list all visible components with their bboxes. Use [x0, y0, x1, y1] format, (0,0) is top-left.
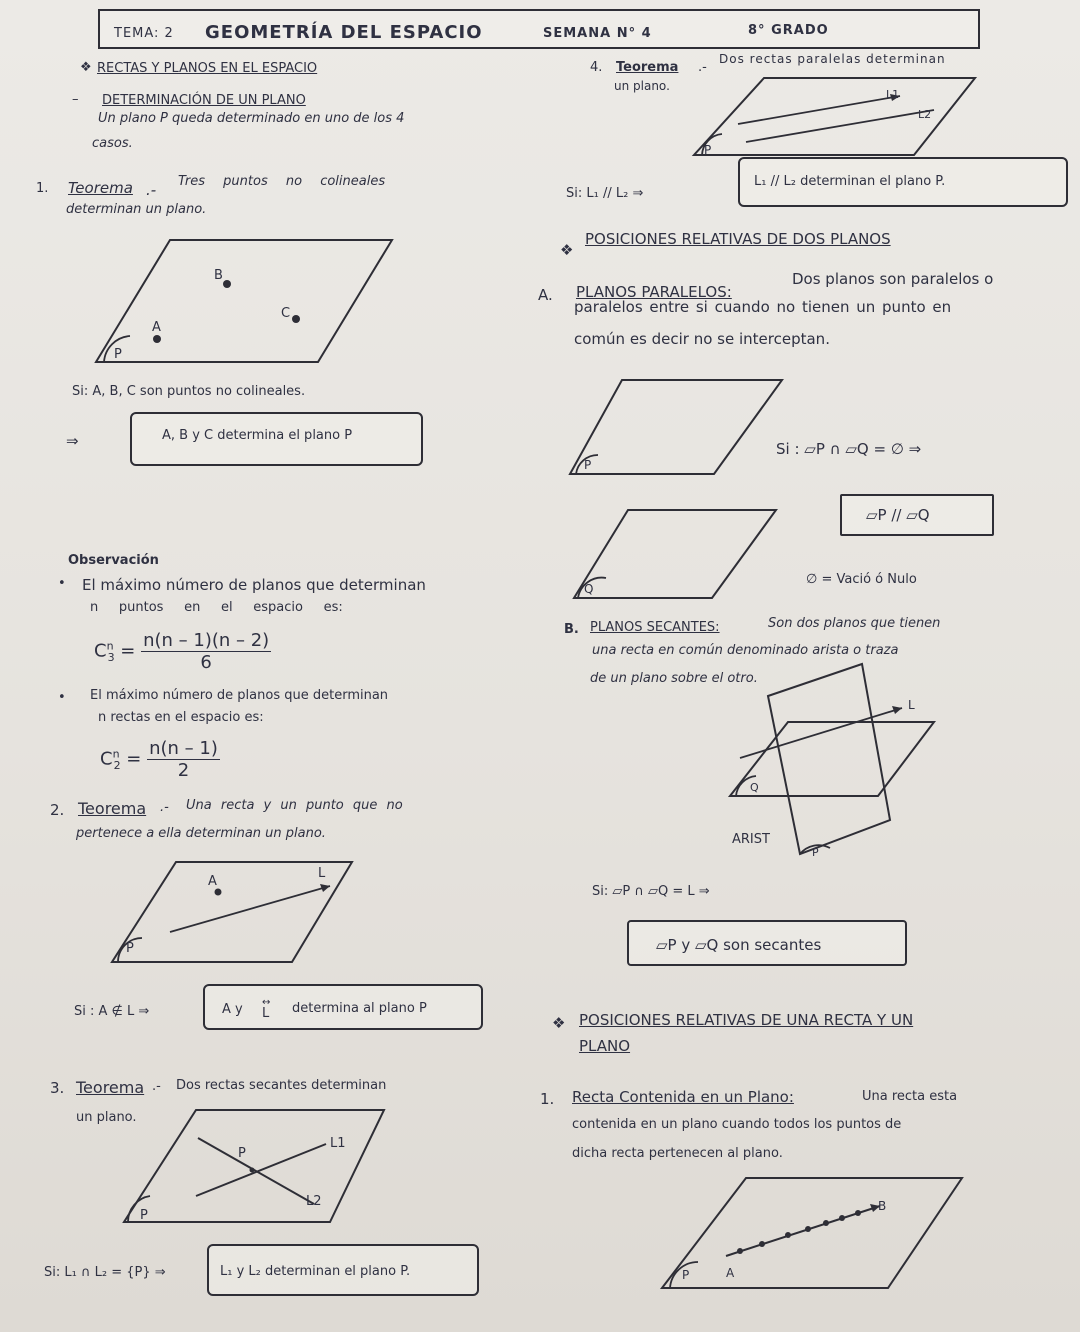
- plane-label-p-7: P: [682, 1268, 690, 1282]
- positions-planes-heading: POSICIONES RELATIVAS DE DOS PLANOS: [585, 230, 891, 248]
- positions-line-heading: POSICIONES RELATIVAS DE UNA RECTA Y UN: [579, 1011, 914, 1029]
- theorem-2-result-a: A y: [222, 1002, 243, 1017]
- formula-planes-lines: $C^n_2$ = $\frac{n(n - 1)}{2}$: [100, 738, 218, 781]
- grade-label: 8° GRADO: [748, 23, 829, 38]
- edge-label: ARIST: [732, 832, 770, 847]
- label-l1-parallel: L1: [886, 88, 900, 101]
- observation-text-2: n puntos en el espacio es:: [90, 600, 343, 615]
- theorem-4-number: 4.: [590, 60, 603, 75]
- parallel-planes-title: PLANOS PARALELOS:: [576, 283, 732, 301]
- section-a-letter: A.: [538, 286, 553, 304]
- theorem-2-number: 2.: [50, 801, 65, 819]
- label-intersection-p: P: [238, 1146, 246, 1161]
- theorem-3-text-2: un plano.: [76, 1110, 137, 1125]
- theorem-condition: Si: A, B, C son puntos no colineales.: [72, 384, 306, 399]
- empty-set-definition: ∅ = Vació ó Nulo: [806, 572, 917, 587]
- bullet-icon: •: [58, 576, 66, 591]
- theorem-2-text: Una recta y un punto que no: [186, 798, 403, 813]
- diamond-bullet-icon-2: ❖: [560, 241, 574, 259]
- section-b-letter: B.: [564, 622, 579, 637]
- theorem-4-title: Teorema: [616, 60, 679, 75]
- label-a: A: [152, 320, 161, 335]
- theorem-4-text-2: un plano.: [614, 79, 670, 93]
- theorem-2-result-b: determina al plano P: [292, 1001, 427, 1016]
- theorem-2-title: Teorema: [78, 799, 147, 818]
- page-title: GEOMETRÍA DEL ESPACIO: [205, 22, 483, 43]
- contained-number: 1.: [540, 1090, 555, 1108]
- observation-text-4: n rectas en el espacio es:: [98, 710, 264, 725]
- label-point-a: A: [208, 874, 217, 889]
- contained-text-2: contenida en un plano cuando todos los puntos de: [572, 1117, 902, 1132]
- contained-text: Una recta esta: [862, 1089, 958, 1104]
- theorem-title: Teorema: [68, 179, 133, 197]
- theorem-number: 1.: [36, 181, 49, 196]
- label-b: B: [214, 268, 223, 283]
- intro-text-2: casos.: [92, 136, 133, 151]
- label-l2-parallel: L2: [918, 108, 932, 121]
- week-label: SEMANA N° 4: [543, 26, 652, 41]
- theorem-3-number: 3.: [50, 1079, 65, 1097]
- positions-line-heading-2: PLANO: [579, 1037, 631, 1055]
- theorem-4-result: L₁ // L₂ determinan el plano P.: [754, 174, 946, 189]
- plane-label-p-5: P: [584, 458, 592, 472]
- plane-label-p-6: P: [812, 846, 819, 859]
- secant-planes-text-2: una recta en común denominado arista o traza: [592, 643, 899, 658]
- theorem-3-condition: Si: L₁ ∩ L₂ = {P} ⇒: [44, 1265, 166, 1280]
- observation-title: Observación: [68, 553, 159, 568]
- secant-result: ⏥P y ⏥Q son secantes: [656, 936, 822, 954]
- theorem-4-condition: Si: L₁ // L₂ ⇒: [566, 186, 644, 201]
- plane-label-q-2: Q: [750, 781, 759, 794]
- topic-number: TEMA: 2: [114, 26, 174, 41]
- section-heading: RECTAS Y PLANOS EN EL ESPACIO: [97, 61, 318, 76]
- contained-text-3: dicha recta pertenecen al plano.: [572, 1146, 783, 1161]
- label-a-line: A: [726, 1266, 735, 1280]
- formula-planes-points: $C^n_3$ = $\frac{n(n - 1)(n - 2)}{6}$: [94, 630, 270, 673]
- parallel-planes-text-2: paralelos entre si cuando no tienen un punto en: [574, 298, 952, 316]
- parallel-planes-text: Dos planos son paralelos o: [792, 270, 994, 288]
- parallel-planes-text-3: común es decir no se interceptan.: [574, 330, 830, 348]
- theorem-2-text-2: pertenece a ella determinan un plano.: [76, 826, 326, 841]
- plane-label-p: P: [114, 347, 122, 362]
- secant-planes-text-3: de un plano sobre el otro.: [590, 671, 758, 686]
- secant-planes-title: PLANOS SECANTES:: [590, 620, 720, 635]
- observation-text-3: El máximo número de planos que determinan: [90, 688, 389, 703]
- plane-label-q: Q: [584, 582, 594, 596]
- dash-bullet-icon: –: [72, 92, 79, 107]
- label-line-l: L: [318, 866, 326, 881]
- bullet-icon-2: •: [58, 690, 66, 705]
- contained-title: Recta Contenida en un Plano:: [572, 1088, 794, 1106]
- label-l2: L2: [306, 1194, 322, 1209]
- label-l1: L1: [330, 1136, 346, 1151]
- plane-label-p-2: P: [126, 941, 134, 956]
- implies-arrow-icon: ⇒: [66, 432, 79, 450]
- parallel-condition: Si : ⏥P ∩ ⏥Q = ∅ ⇒: [776, 440, 922, 458]
- plane-label-p-4: P: [704, 143, 712, 157]
- line-l-notation: ↔ L: [262, 997, 271, 1021]
- plane-label-p-3: P: [140, 1208, 148, 1223]
- label-line-l-2: L: [908, 698, 915, 712]
- theorem-3-title: Teorema: [76, 1078, 145, 1097]
- diamond-bullet-icon-3: ❖: [552, 1014, 566, 1032]
- label-b-line: B: [878, 1199, 887, 1213]
- observation-text: El máximo número de planos que determinan: [82, 576, 426, 594]
- intro-text: Un plano P queda determinado en uno de los 4: [98, 111, 405, 126]
- theorem-3-result: L₁ y L₂ determinan el plano P.: [220, 1264, 411, 1279]
- theorem-4-text: Dos rectas paralelas determinan: [719, 52, 946, 66]
- theorem-text-2: determinan un plano.: [66, 202, 207, 217]
- theorem-3-text: Dos rectas secantes determinan: [176, 1078, 387, 1093]
- theorem-text: Tres puntos no colineales: [178, 174, 386, 189]
- label-c: C: [281, 306, 291, 321]
- theorem-2-condition: Si : A ∉ L ⇒: [74, 1004, 150, 1019]
- diamond-bullet-icon: ❖: [80, 60, 92, 75]
- secant-planes-text: Son dos planos que tienen: [768, 616, 941, 631]
- theorem-result: A, B y C determina el plano P: [162, 428, 353, 443]
- subheading: DETERMINACIÓN DE UN PLANO: [102, 93, 306, 108]
- secant-condition: Si: ⏥P ∩ ⏥Q = L ⇒: [592, 884, 710, 899]
- parallel-result: ⏥P // ⏥Q: [866, 506, 930, 524]
